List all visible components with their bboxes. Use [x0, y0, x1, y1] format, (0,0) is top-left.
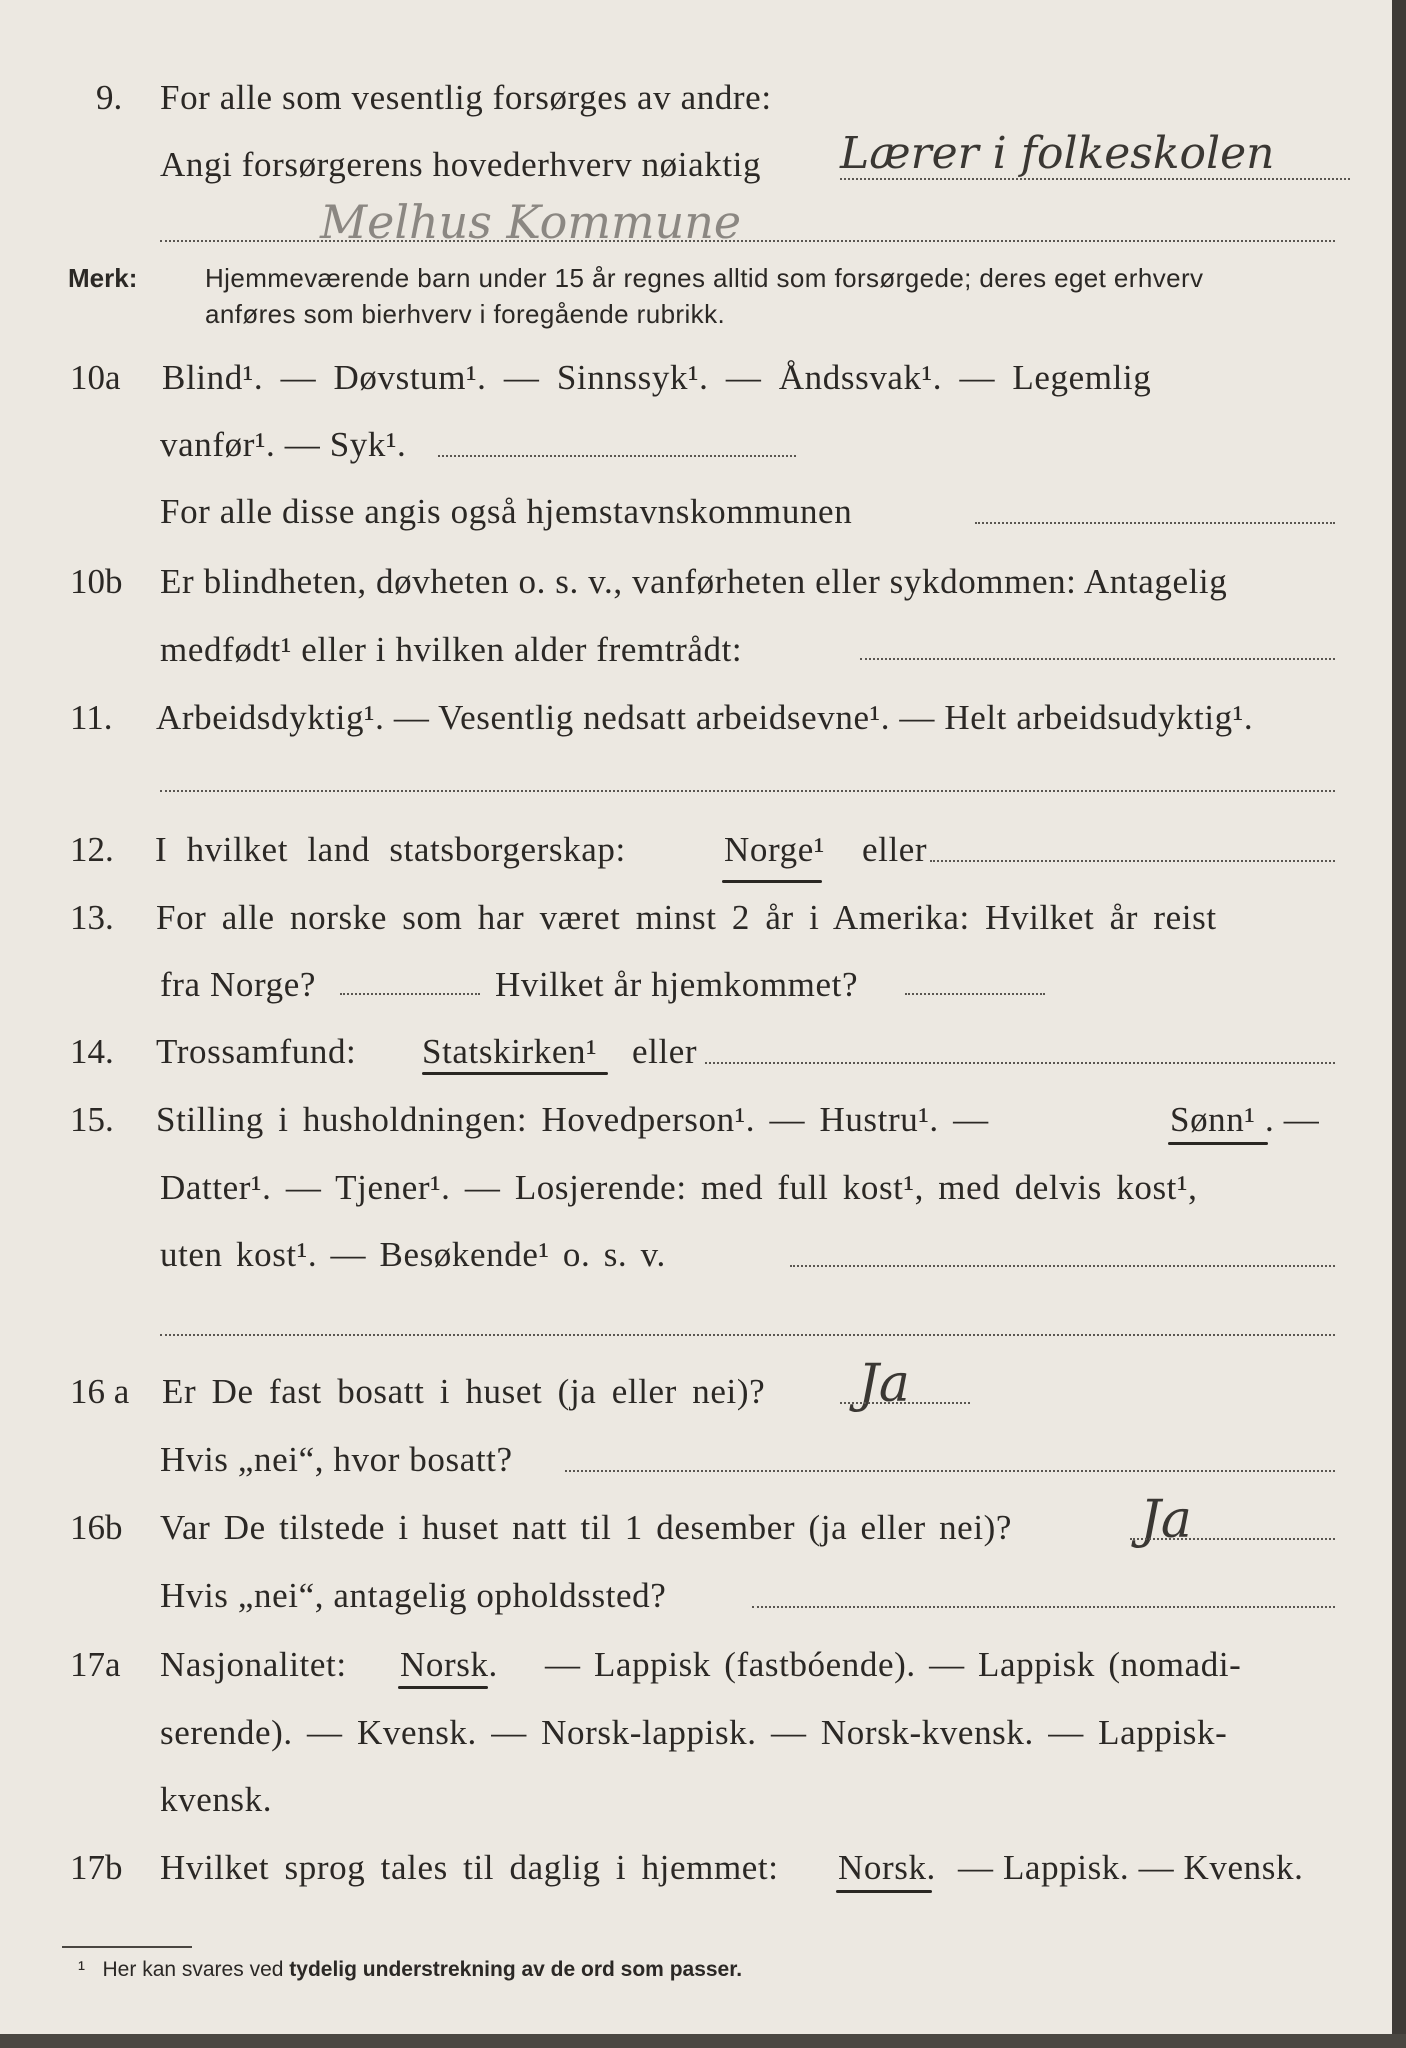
q17a-option-norsk[interactable]: Norsk. [400, 1645, 498, 1684]
merk-note-line1: Hjemmeværende barn under 15 år regnes alltid som forsørgede; deres eget erhverv [205, 263, 1204, 293]
q15-options-3: uten kost¹. — Besøkende¹ o. s. v. [160, 1235, 666, 1274]
q9-handwritten-answer[interactable]: Lærer i folkeskolen [840, 128, 1275, 179]
q16a-handwritten-answer[interactable]: Ja [858, 1354, 910, 1414]
q12-question: I hvilket land statsborgerskap: [155, 830, 626, 869]
scan-edge-bottom [0, 2034, 1406, 2048]
q10a-line1 [0, 348, 1406, 408]
q15-line1 [0, 1090, 1406, 1150]
q9-answer-line-2 [160, 240, 1335, 242]
q16b-line2 [0, 1566, 1406, 1626]
q14-option-statskirken[interactable]: Statskirken¹ [422, 1032, 598, 1071]
q11-number: 11. [70, 698, 113, 737]
q16a-followup-line [565, 1470, 1335, 1472]
q16a-line1 [0, 1362, 1406, 1422]
q17a-number: 17a [70, 1645, 121, 1684]
q10b-question: Er blindheten, døvheten o. s. v., vanførheten eller sykdommen: Antagelig [160, 562, 1228, 601]
q10a-number: 10a [70, 358, 121, 397]
q15-options-2: Datter¹. — Tjener¹. — Losjerende: med full kost¹, med delvis kost¹, [160, 1168, 1198, 1207]
q9-question: For alle som vesentlig forsørges av andre: [160, 78, 772, 117]
q16b-followup: Hvis „nei“, antagelig opholdssted? [160, 1576, 667, 1615]
q16b-followup-line [752, 1606, 1335, 1608]
q14-eller: eller [632, 1032, 698, 1071]
q13-question: For alle norske som har været minst 2 år i Amerika: Hvilket år reist [156, 898, 1217, 937]
q10b-number: 10b [70, 562, 123, 601]
q14-answer-line [705, 1062, 1335, 1064]
q13-line1 [0, 888, 1406, 948]
q12-line1 [0, 820, 1406, 880]
q17a-line1 [0, 1635, 1406, 1695]
q10a-line2 [0, 415, 1406, 475]
q13-hjemkommet-prompt: Hvilket år hjemkommet? [495, 965, 859, 1004]
q17a-options-2: serende). — Kvensk. — Norsk-lappisk. — Norsk-kvensk. — Lappisk- [160, 1713, 1228, 1752]
q16a-number: 16 a [70, 1372, 130, 1411]
q15-line3 [0, 1225, 1406, 1285]
footnote-marker: ¹ [78, 1958, 85, 1981]
q15-answer-line-2 [160, 1334, 1335, 1336]
q10b-line1 [0, 552, 1406, 612]
merk-label: Merk: [68, 263, 138, 293]
q10b-answer-line [860, 658, 1335, 660]
q10a-options: Blind¹. — Døvstum¹. — Sinnssyk¹. — Åndssvak¹. — Legemlig [162, 358, 1152, 397]
q15-line2 [0, 1158, 1406, 1218]
q9-number: 9. [96, 78, 123, 117]
q12-option-norge[interactable]: Norge¹ [724, 830, 825, 869]
q12-underline-norge [722, 880, 822, 883]
q17a-line2 [0, 1703, 1406, 1763]
q14-line1 [0, 1022, 1406, 1082]
q9-answer-line [840, 178, 1350, 180]
q10a-line3 [0, 482, 1406, 542]
q15-number: 15. [70, 1100, 114, 1139]
q9-prompt: Angi forsørgerens hovederhverv nøiaktig [160, 145, 762, 184]
q17b-underline-norsk [836, 1890, 932, 1893]
q9-handwritten-answer-2[interactable]: Melhus Kommune [320, 195, 742, 249]
q10b-question-2: medfødt¹ eller i hvilken alder fremtrådt: [160, 630, 743, 669]
q11-answer-line [160, 790, 1335, 792]
q15-underline-sonn [1168, 1142, 1268, 1145]
q17b-question: Hvilket sprog tales til daglig i hjemmet: [160, 1848, 779, 1887]
q17a-underline-norsk [398, 1686, 488, 1689]
q15-question: Stilling i husholdningen: Hovedperson¹. — Hustru¹. — [156, 1100, 989, 1139]
merk-note-line2: anføres som bierhverv i foregående rubrikk. [205, 299, 726, 329]
q16a-answer-line [840, 1402, 970, 1404]
q16b-question: Var De tilstede i huset natt til 1 desember (ja eller nei)? [160, 1508, 1013, 1547]
q16a-line2 [0, 1430, 1406, 1490]
q16b-number: 16b [70, 1508, 123, 1547]
q11-line1 [0, 688, 1406, 748]
q10b-line2 [0, 620, 1406, 680]
q13-reist-prompt: fra Norge? [160, 965, 316, 1004]
q13-number: 13. [70, 898, 114, 937]
q13-hjemkommet-line [905, 993, 1045, 995]
q16a-followup: Hvis „nei“, hvor bosatt? [160, 1440, 513, 1479]
q10a-options-2: vanfør¹. — Syk¹. [160, 425, 407, 464]
q10a-hjemstavn-line [975, 522, 1335, 524]
q17a-options: — Lappisk (fastbóende). — Lappisk (nomadi- [545, 1645, 1242, 1684]
q17b-number: 17b [70, 1848, 123, 1887]
q12-eller: eller [862, 830, 928, 869]
q10a-answer-line [438, 455, 796, 457]
q10a-hjemstavn-prompt: For alle disse angis også hjemstavnskommunen [160, 492, 853, 531]
q16a-question: Er De fast bosatt i huset (ja eller nei)? [162, 1372, 766, 1411]
q13-reist-line [340, 993, 480, 995]
q9-line1 [0, 68, 1406, 128]
q17b-option-norsk[interactable]: Norsk. [838, 1848, 936, 1887]
q16b-handwritten-answer[interactable]: Ja [1140, 1490, 1192, 1550]
scan-edge-right [1392, 0, 1406, 2048]
footnote-text: Her kan svares ved [102, 1958, 284, 1981]
q11-options: Arbeidsdyktig¹. — Vesentlig nedsatt arbeidsevne¹. — Helt arbeidsudyktig¹. [156, 698, 1254, 737]
q13-line2 [0, 955, 1406, 1015]
q12-answer-line [930, 860, 1335, 862]
footnote-rule [62, 1946, 192, 1948]
q14-underline-statskirken [422, 1072, 608, 1075]
q12-number: 12. [70, 830, 114, 869]
footnote [78, 1958, 742, 1982]
q14-number: 14. [70, 1032, 114, 1071]
q15-option-sonn[interactable]: Sønn¹ [1170, 1100, 1256, 1139]
q17a-question: Nasjonalitet: [160, 1645, 347, 1684]
q15-answer-line [790, 1265, 1335, 1267]
q17b-line1 [0, 1838, 1406, 1898]
q16b-answer-line [1130, 1538, 1335, 1540]
footnote-bold-text: tydelig understrekning av de ord som passer. [289, 1958, 743, 1981]
q15-option-sonn-dash: . — [1265, 1100, 1320, 1139]
q17b-options: — Lappisk. — Kvensk. [958, 1848, 1304, 1887]
q17a-line3 [0, 1770, 1406, 1830]
q16b-line1 [0, 1498, 1406, 1558]
q17a-options-3: kvensk. [160, 1780, 273, 1819]
q14-question: Trossamfund: [156, 1032, 357, 1071]
